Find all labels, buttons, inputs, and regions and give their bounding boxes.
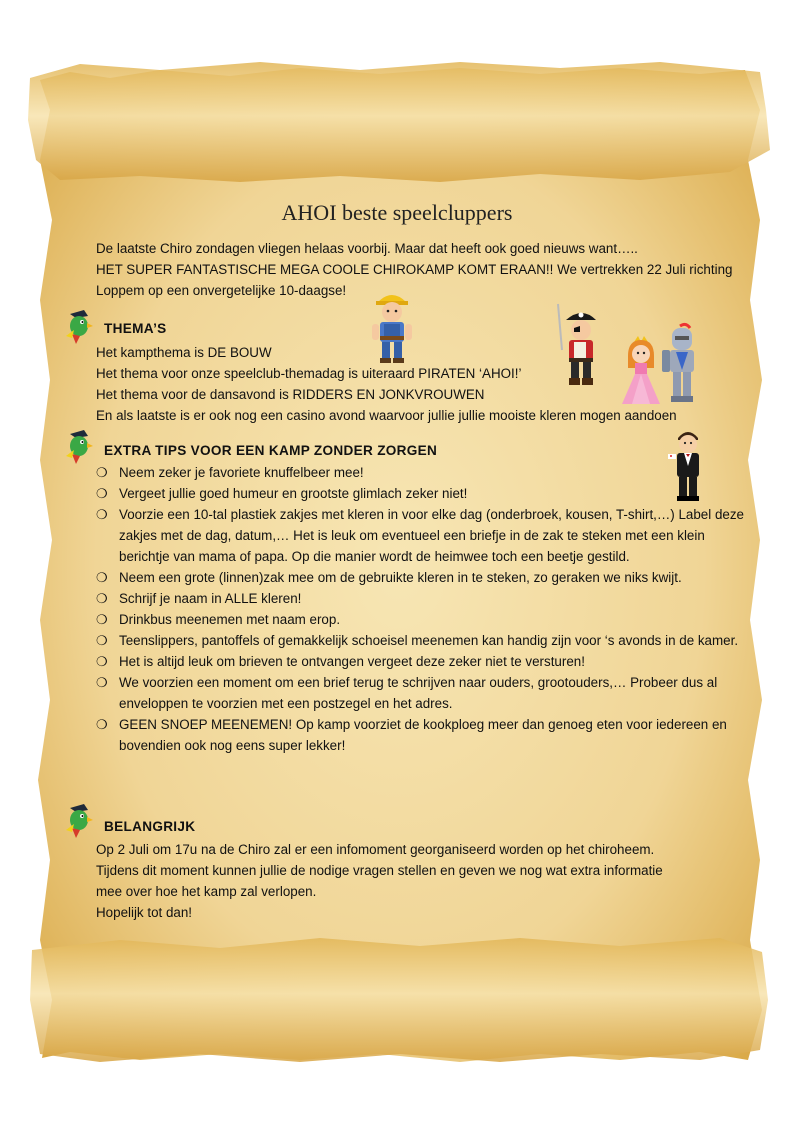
belangrijk-heading: BELANGRIJK	[104, 819, 196, 834]
tip-text: Voorzie een 10-tal plastiek zakjes met kleren in voor elke dag (onderbroek, kousen, T-shirt,…) Label deze zakjes met de dag, datum,… Het is leuk om eventueel een briefje in de zak te steken met een klein berichtje van mama of papa. Op die manier wordt de heimwee toch een beetje gestild.	[119, 507, 744, 564]
tip-text: Schrijf je naam in ALLE kleren!	[119, 591, 302, 606]
list-item	[96, 504, 756, 567]
list-item	[96, 714, 756, 756]
tip-text: Teenslippers, pantoffels of gemakkelijk schoeisel meenemen kan handig zijn voor ‘s avonds in de kamer.	[119, 633, 739, 648]
intro-line: De laatste Chiro zondagen vliegen helaas voorbij. Maar dat heeft ook goed nieuws want…..	[96, 241, 638, 256]
princess-icon	[618, 334, 664, 406]
list-item	[96, 567, 756, 588]
circle-bullet-icon: ❍	[96, 486, 108, 501]
thema-line: Het thema voor onze speelclub-themadag is uiteraard PIRATEN ‘AHOI!’	[96, 366, 522, 381]
tip-text: Het is altijd leuk om brieven te ontvangen vergeet deze zeker niet te versturen!	[119, 654, 585, 669]
parrot-icon	[62, 800, 96, 840]
belangrijk-line: Tijdens dit moment kunnen jullie de nodige vragen stellen en geven we nog wat extra informatie	[96, 863, 663, 878]
tip-text: Drinkbus meenemen met naam erop.	[119, 612, 341, 627]
intro-paragraph	[96, 238, 756, 301]
tip-text: Neem een grote (linnen)zak mee om de gebruikte kleren in te steken, zo geraken we niks kwijt.	[119, 570, 682, 585]
tip-text: We voorzien een moment om een brief terug te schrijven naar ouders, grootouders,… Probeer dus al enveloppen te voorzien met een postzegel en het adres.	[119, 675, 718, 711]
circle-bullet-icon: ❍	[96, 507, 108, 522]
list-item	[96, 609, 756, 630]
tips-list	[96, 462, 756, 756]
tip-text: GEEN SNOEP MEENEMEN! Op kamp voorziet de kookploeg meer dan genoeg eten voor iedereen en bovendien ook nog eens super lekker!	[119, 717, 727, 753]
list-item	[96, 672, 756, 714]
circle-bullet-icon: ❍	[96, 465, 108, 480]
intro-line: HET SUPER FANTASTISCHE MEGA COOLE CHIROKAMP KOMT ERAAN!! We vertrekken 22 Juli richting	[96, 262, 733, 277]
knight-icon	[660, 322, 704, 404]
list-item	[96, 483, 756, 504]
circle-bullet-icon: ❍	[96, 717, 108, 732]
thema-line: Het kampthema is DE BOUW	[96, 345, 272, 360]
belangrijk-line: Hopelijk tot dan!	[96, 905, 193, 920]
circle-bullet-icon: ❍	[96, 612, 108, 627]
circle-bullet-icon: ❍	[96, 654, 108, 669]
circle-bullet-icon: ❍	[96, 633, 108, 648]
tips-heading: EXTRA TIPS VOOR EEN KAMP ZONDER ZORGEN	[104, 443, 438, 458]
construction-worker-icon	[368, 288, 416, 364]
circle-bullet-icon: ❍	[96, 675, 108, 690]
belangrijk-line: Op 2 Juli om 17u na de Chiro zal er een infomoment georganiseerd worden op het chiroheem.	[96, 842, 655, 857]
parrot-icon	[62, 426, 96, 466]
circle-bullet-icon: ❍	[96, 591, 108, 606]
tip-text: Neem zeker je favoriete knuffelbeer mee!	[119, 465, 364, 480]
page-title: AHOI beste speelcluppers	[281, 200, 513, 225]
themas-heading: THEMA’S	[104, 321, 167, 336]
intro-line: Loppem op een onvergetelijke 10-daagse!	[96, 283, 347, 298]
belangrijk-text	[96, 839, 776, 923]
circle-bullet-icon: ❍	[96, 570, 108, 585]
list-item	[96, 630, 756, 651]
parrot-icon	[62, 306, 96, 346]
pirate-icon	[552, 302, 602, 388]
list-item	[96, 588, 756, 609]
tip-text: Vergeet jullie goed humeur en grootste glimlach zeker niet!	[119, 486, 468, 501]
thema-line: Het thema voor de dansavond is RIDDERS EN JONKVROUWEN	[96, 387, 485, 402]
list-item	[96, 462, 756, 483]
list-item	[96, 651, 756, 672]
belangrijk-line: mee over hoe het kamp zal verlopen.	[96, 884, 317, 899]
thema-line: En als laatste is er ook nog een casino avond waarvoor jullie jullie mooiste kleren mogen aandoen	[96, 408, 677, 423]
